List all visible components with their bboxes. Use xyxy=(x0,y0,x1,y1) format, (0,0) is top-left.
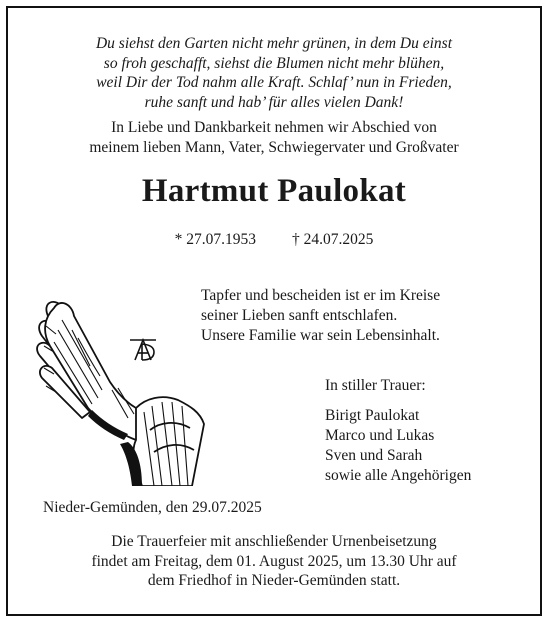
tribute-line: Unsere Familie war sein Lebensinhalt. xyxy=(201,327,440,344)
funeral-service-info xyxy=(8,532,540,591)
death-date: † 24.07.2025 xyxy=(292,231,374,248)
praying-hands-icon xyxy=(32,290,208,486)
tribute-line: Tapfer und bescheiden ist er im Kreise xyxy=(201,287,441,304)
place-and-date: Nieder-Gemünden, den 29.07.2025 xyxy=(43,499,262,516)
tribute-text xyxy=(201,286,440,346)
poem-line: so froh geschafft, siehst die Blumen nicht mehr blühen, xyxy=(103,54,445,72)
mourners-heading: In stiller Trauer: xyxy=(325,377,426,394)
mourner-name: Birigt Paulokat xyxy=(325,407,420,424)
service-line: findet am Freitag, dem 01. August 2025, um 13.30 Uhr auf xyxy=(91,552,457,570)
intro-line: meinem lieben Mann, Vater, Schwiegervater und Großvater xyxy=(89,139,459,156)
monogram-logo xyxy=(130,340,156,360)
mourner-name: Sven und Sarah xyxy=(325,447,423,464)
poem-line: Du siehst den Garten nicht mehr grünen, in dem Du einst xyxy=(95,35,453,52)
farewell-intro xyxy=(8,118,540,158)
life-dates xyxy=(8,230,540,250)
birth-date: * 27.07.1953 xyxy=(174,231,256,248)
tribute-line: seiner Lieben sanft entschlafen. xyxy=(201,307,398,324)
mourner-name: sowie alle Angehörigen xyxy=(325,467,472,484)
poem-line: ruhe sanft und hab’ für alles vielen Dank! xyxy=(144,93,404,111)
service-line: Die Trauerfeier mit anschließender Urnenbeisetzung xyxy=(111,533,437,550)
service-line: dem Friedhof in Nieder-Gemünden statt. xyxy=(147,572,401,589)
mourners-list xyxy=(325,376,471,486)
obituary-notice xyxy=(6,6,542,616)
deceased-name: Hartmut Paulokat xyxy=(141,173,407,209)
memorial-poem xyxy=(8,34,540,112)
poem-line: weil Dir der Tod nahm alle Kraft. Schlaf’ nun in Frieden, xyxy=(96,74,452,91)
mourner-name: Marco und Lukas xyxy=(325,427,435,444)
intro-line: In Liebe und Dankbarkeit nehmen wir Abschied von xyxy=(111,119,437,136)
